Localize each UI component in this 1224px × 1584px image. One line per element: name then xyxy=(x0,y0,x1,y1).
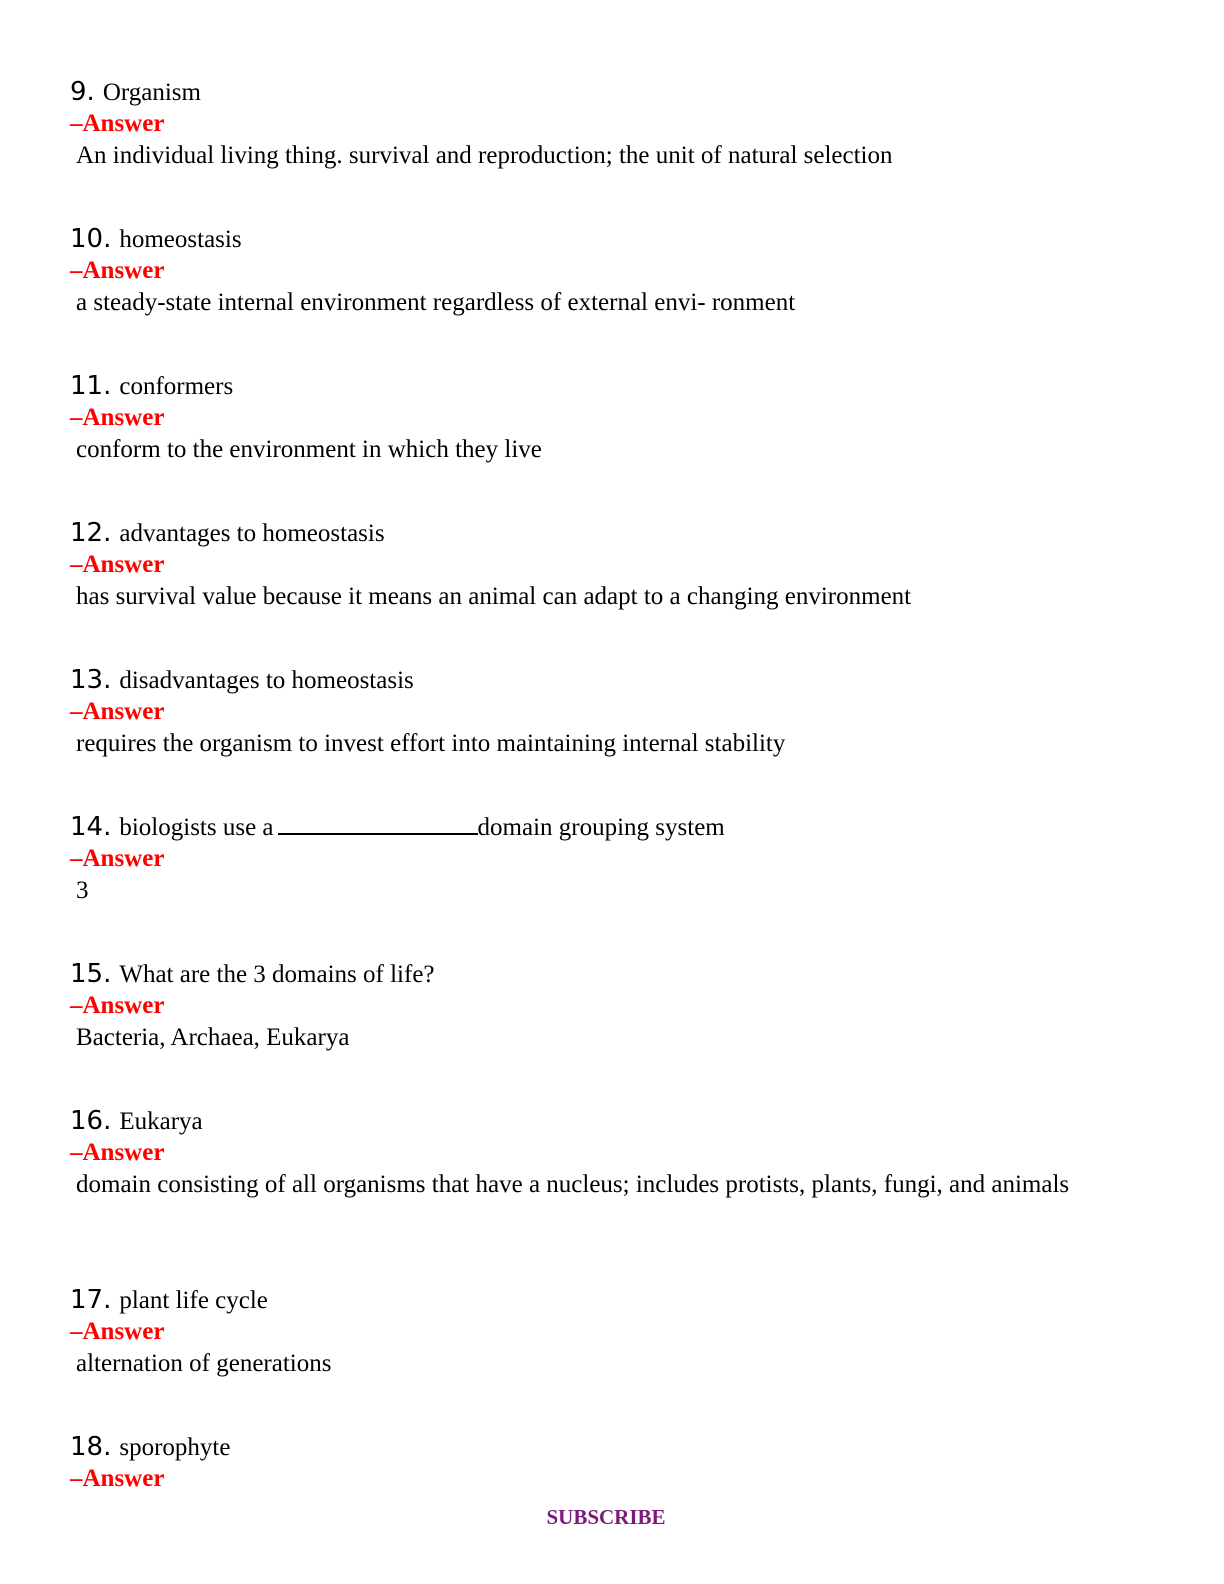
question-text-after-blank: domain grouping system xyxy=(477,814,725,841)
answer-text: has survival value because it means an animal can adapt to a changing environment xyxy=(76,583,912,610)
question-line xyxy=(70,958,1170,990)
answer-text: conform to the environment in which they live xyxy=(76,436,542,463)
question-line xyxy=(70,76,1170,108)
question-item-9 xyxy=(70,76,1170,172)
question-number: 16. xyxy=(70,1106,112,1136)
question-item-10 xyxy=(70,223,1170,319)
question-item-12 xyxy=(70,517,1170,613)
question-number: 13. xyxy=(70,665,112,695)
question-item-16 xyxy=(70,1105,1170,1201)
question-text: disadvantages to homeostasis xyxy=(119,667,414,694)
answer-text: domain consisting of all organisms that have a nucleus; includes protists, plants, fungi, and animals xyxy=(76,1171,1070,1198)
question-line xyxy=(70,1431,1170,1463)
answer-label: –Answer xyxy=(70,1465,165,1492)
answer-text: Bacteria, Archaea, Eukarya xyxy=(76,1024,350,1051)
answer-label: –Answer xyxy=(70,110,165,137)
fill-in-blank-line xyxy=(278,811,478,835)
answer-text: 3 xyxy=(76,877,89,904)
question-line xyxy=(70,517,1170,549)
answer-label: –Answer xyxy=(70,992,165,1019)
question-line xyxy=(70,1105,1170,1137)
question-text: homeostasis xyxy=(119,226,242,253)
question-text: plant life cycle xyxy=(119,1287,268,1314)
answer-label: –Answer xyxy=(70,1318,165,1345)
answer-label: –Answer xyxy=(70,404,165,431)
question-number: 15. xyxy=(70,959,112,989)
question-number: 12. xyxy=(70,518,112,548)
answer-text: a steady-state internal environment regardless of external envi- ronment xyxy=(76,289,796,316)
question-text: What are the 3 domains of life? xyxy=(119,961,435,988)
answer-label: –Answer xyxy=(70,698,165,725)
question-line xyxy=(70,811,1170,843)
answer-text: requires the organism to invest effort into maintaining internal stability xyxy=(76,730,786,757)
question-text: Organism xyxy=(102,79,201,106)
question-item-11 xyxy=(70,370,1170,466)
question-number: 17. xyxy=(70,1285,112,1315)
question-line xyxy=(70,1284,1170,1316)
question-number: 10. xyxy=(70,224,112,254)
answer-label: –Answer xyxy=(70,257,165,284)
question-item-18 xyxy=(70,1431,1170,1495)
answer-text: An individual living thing. survival and reproduction; the unit of natural selection xyxy=(76,142,893,169)
question-text: sporophyte xyxy=(119,1434,231,1461)
question-line xyxy=(70,223,1170,255)
question-text: biologists use a xyxy=(119,814,274,841)
question-number: 11. xyxy=(70,371,112,401)
answer-label: –Answer xyxy=(70,845,165,872)
question-number: 18. xyxy=(70,1432,112,1462)
question-text: Eukarya xyxy=(119,1108,203,1135)
question-number: 14. xyxy=(70,812,112,842)
question-line xyxy=(70,370,1170,402)
question-item-17 xyxy=(70,1284,1170,1380)
answer-text: alternation of generations xyxy=(76,1350,332,1377)
question-item-14 xyxy=(70,811,1170,907)
answer-label: –Answer xyxy=(70,551,165,578)
question-text: conformers xyxy=(119,373,234,400)
subscribe-link[interactable]: SUBSCRIBE xyxy=(546,1505,666,1529)
question-item-13 xyxy=(70,664,1170,760)
question-line xyxy=(70,664,1170,696)
question-text: advantages to homeostasis xyxy=(119,520,385,547)
answer-label: –Answer xyxy=(70,1139,165,1166)
question-item-15 xyxy=(70,958,1170,1054)
question-number: 9. xyxy=(70,77,95,107)
